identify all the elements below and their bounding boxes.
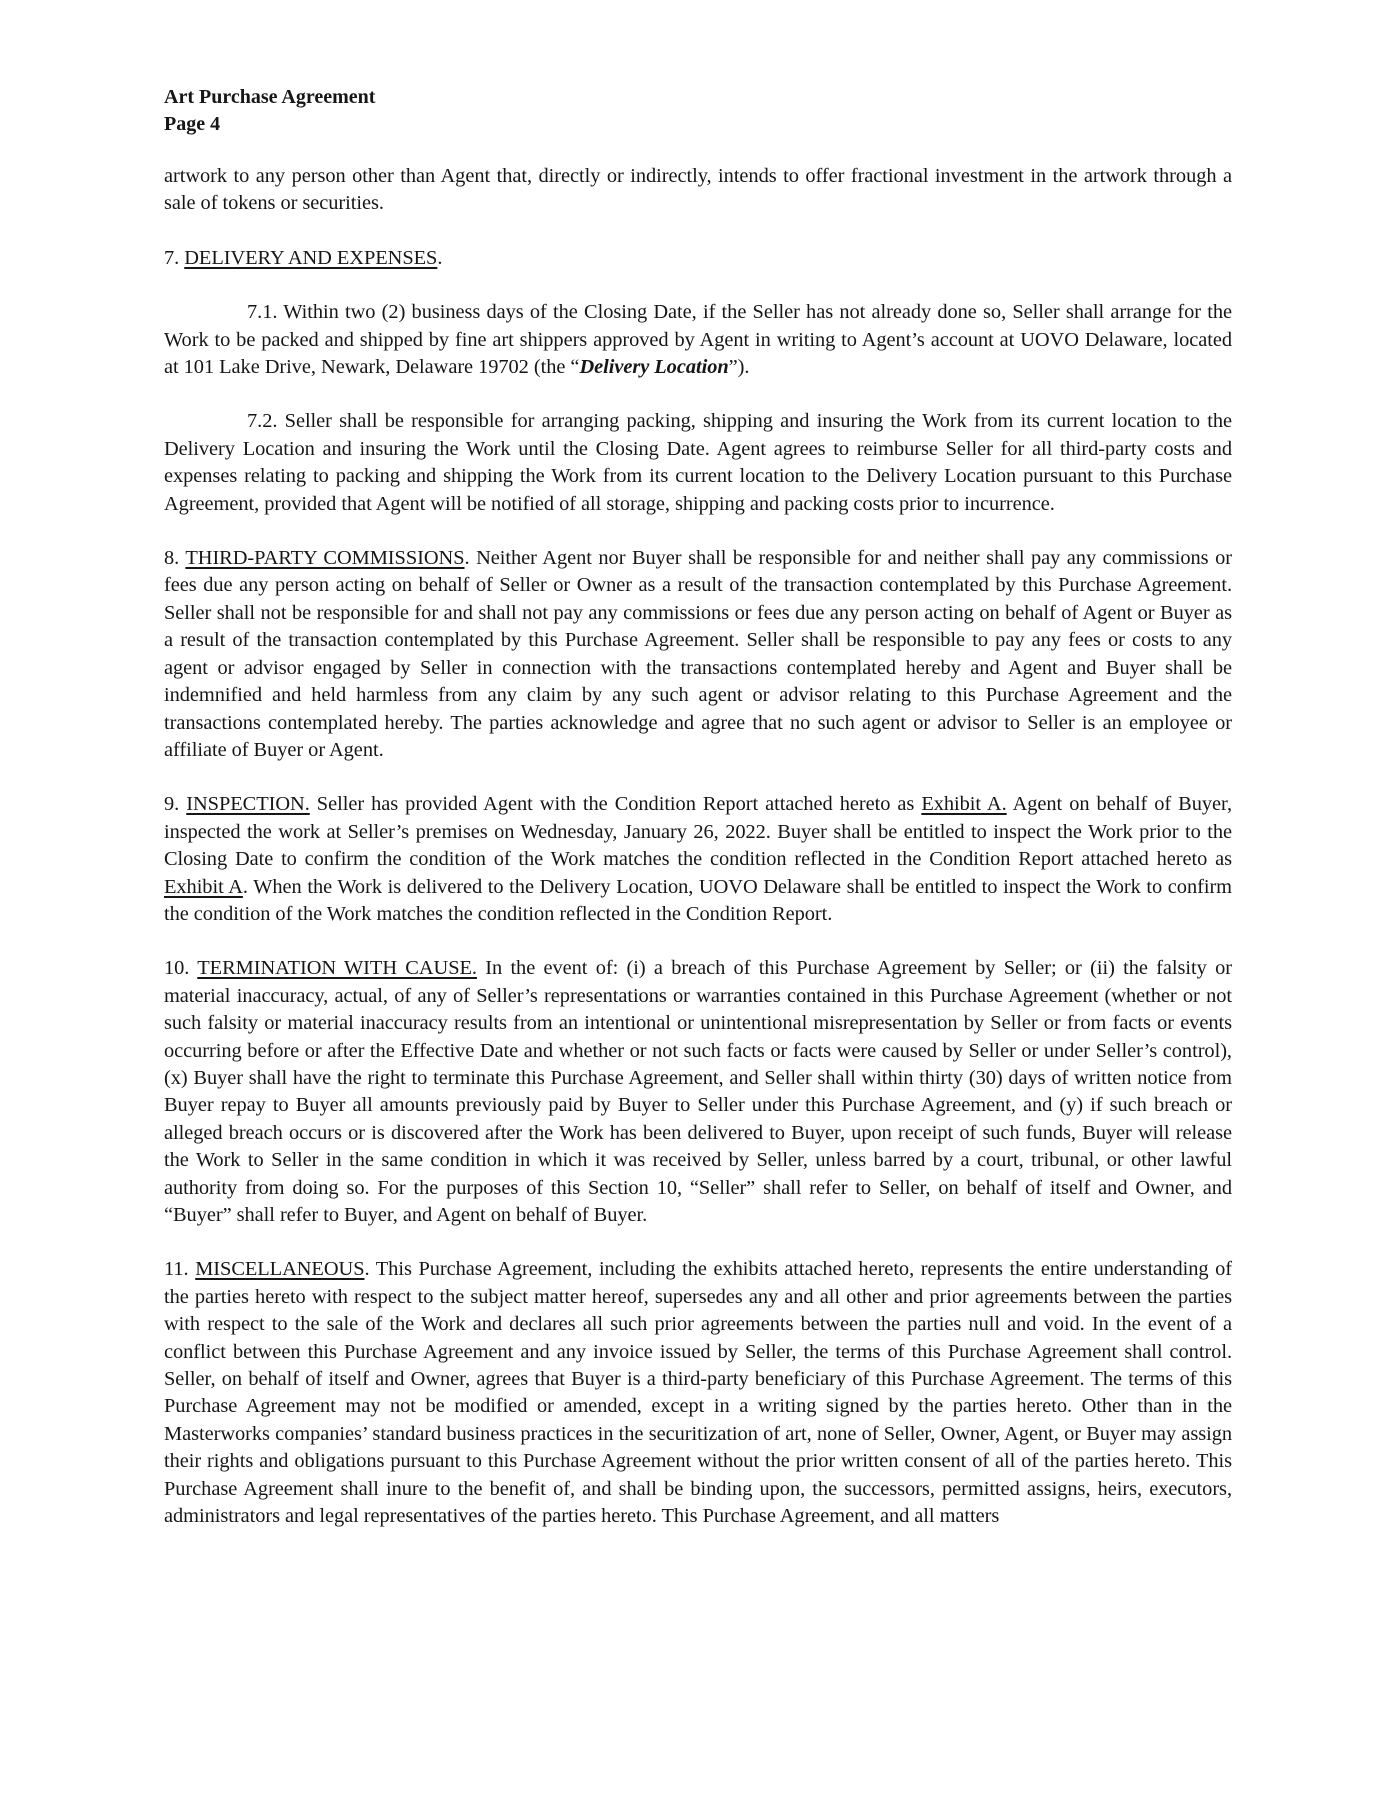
paragraph-text: In the event of: (i) a breach of this Purchase Agreement by Seller; or (ii) the falsity or material inaccuracy, actual, of any of Seller’s representations or warranties contained in this Purchase Agreement (whether or not such falsity or material inaccuracy results from an intentional or unintentional misrepresentation by Seller or from facts or events occurring before or after the Effective Date and whether or not such facts or facts were caused by Seller or under Seller’s control), (x) Buyer shall have the right to terminate this Purchase Agreement, and Seller shall within thirty (30) days of written notice from Buyer repay to Buyer all amounts previously paid by Buyer to Seller under this Purchase Agreement, and (y) if such breach or alleged breach occurs or is discovered after the Work has been delivered to Buyer, upon receipt of such funds, Buyer will release the Work to Seller in the same condition in which it was received by Seller, unless barred by a court, tribunal, or other lawful authority from doing so. For the purposes of this Section 10, “Seller” shall refer to Seller, on behalf of itself and Owner, and “Buyer” shall refer to Buyer, and Agent on behalf of Buyer. <box>164 957 1232 1226</box>
paragraph-text: . This Purchase Agreement, including the exhibits attached hereto, represents the entire understanding of the parties hereto with respect to the subject matter hereof, supersedes any and all other and prior agreements between the parties with respect to the sale of the Work and declares all such prior agreements between the parties null and void. In the event of a conflict between this Purchase Agreement and any invoice issued by Seller, the terms of this Purchase Agreement shall control. Seller, on behalf of itself and Owner, agrees that Buyer is a third-party beneficiary of this Purchase Agreement. The terms of this Purchase Agreement may not be modified or amended, except in a writing signed by the parties hereto. Other than in the Masterworks companies’ standard business practices in the securitization of art, none of Seller, Owner, Agent, or Buyer may assign their rights and obligations pursuant to this Purchase Agreement without the prior written consent of all of the parties hereto. This Purchase Agreement shall inure to the benefit of, and shall be binding upon, the successors, permitted assigns, heirs, executors, administrators and legal representatives of the parties hereto. This Purchase Agreement, and all matters <box>164 1258 1232 1528</box>
section-7-2 <box>164 408 1232 518</box>
exhibit-reference: Exhibit A. <box>921 793 1007 816</box>
section-8 <box>164 545 1232 764</box>
exhibit-reference: Exhibit A <box>164 875 243 898</box>
page-number: Page 4 <box>164 113 221 135</box>
section-11 <box>164 1256 1232 1530</box>
section-title-punct: . <box>437 246 443 269</box>
section-title: DELIVERY AND EXPENSES <box>184 246 438 269</box>
section-7-heading <box>164 245 1232 272</box>
section-number: 11. <box>164 1258 196 1281</box>
document-page <box>164 84 1232 1557</box>
section-number: 9. <box>164 793 187 816</box>
section-title: INSPECTION. <box>186 793 310 816</box>
paragraph-text: 7.2. Seller shall be responsible for arranging packing, shipping and insuring the Work from its current location to the Delivery Location and insuring the Work until the Closing Date. Agent agrees to reimburse Seller for all third-party costs and expenses relating to packing and shipping the Work from its current location to the Delivery Location pursuant to this Purchase Agreement, provided that Agent will be notified of all storage, shipping and packing costs prior to incurrence. <box>164 410 1232 515</box>
paragraph-text: 7.1. Within two (2) business days of the Closing Date, if the Seller has not already done so, Seller shall arrange for the Work to be packed and shipped by fine art shippers approved by Agent in writing to Agent’s account at UOVO Delaware, located at 101 Lake Drive, Newark, Delaware 19702 (the “ <box>164 301 1232 379</box>
section-number: 7. <box>164 246 185 269</box>
paragraph-text: Seller has provided Agent with the Condition Report attached hereto as <box>309 793 922 816</box>
paragraph-text: . When the Work is delivered to the Delivery Location, UOVO Delaware shall be entitled to inspect the Work to confirm the condition of the Work matches the condition reflected in the Condition Report. <box>164 875 1232 925</box>
section-number: 8. <box>164 547 186 570</box>
paragraph-text: ”). <box>728 356 750 379</box>
paragraph-text: artwork to any person other than Agent that, directly or indirectly, intends to offer fractional investment in the artwork through a sale of tokens or securities. <box>164 165 1232 215</box>
section-title: THIRD-PARTY COMMISSIONS <box>185 547 465 570</box>
page-header <box>164 84 1232 138</box>
section-title: MISCELLANEOUS <box>195 1258 365 1281</box>
section-9 <box>164 791 1232 928</box>
section-10 <box>164 955 1232 1229</box>
paragraph-continuation <box>164 163 1232 218</box>
defined-term: Delivery Location <box>579 356 729 379</box>
section-title: TERMINATION WITH CAUSE. <box>197 957 477 980</box>
paragraph-text: . Neither Agent nor Buyer shall be responsible for and neither shall pay any commissions or fees due any person acting on behalf of Seller or Owner as a result of the transaction contemplated by this Purchase Agreement. Seller shall not be responsible for and shall not pay any commissions or fees due any person acting on behalf of Agent or Buyer as a result of the transaction contemplated by this Purchase Agreement. Seller shall be responsible to pay any fees or costs to any agent or advisor engaged by Seller in connection with the transactions contemplated hereby and Agent and Buyer shall be indemnified and held harmless from any claim by any such agent or advisor relating to this Purchase Agreement and the transactions contemplated hereby. The parties acknowledge and agree that no such agent or advisor to Seller is an employee or affiliate of Buyer or Agent. <box>164 547 1232 761</box>
paragraph-text: Agent on behalf of Buyer, inspected the work at Seller’s premises on Wednesday, January 26, 2022. Buyer shall be entitled to inspect the Work prior to the Closing Date to confirm the condition of the Work matches the condition reflected in the Condition Report attached hereto as <box>164 793 1232 871</box>
section-7-1 <box>164 299 1232 381</box>
section-number: 10. <box>164 957 198 980</box>
document-title: Art Purchase Agreement <box>164 86 376 108</box>
